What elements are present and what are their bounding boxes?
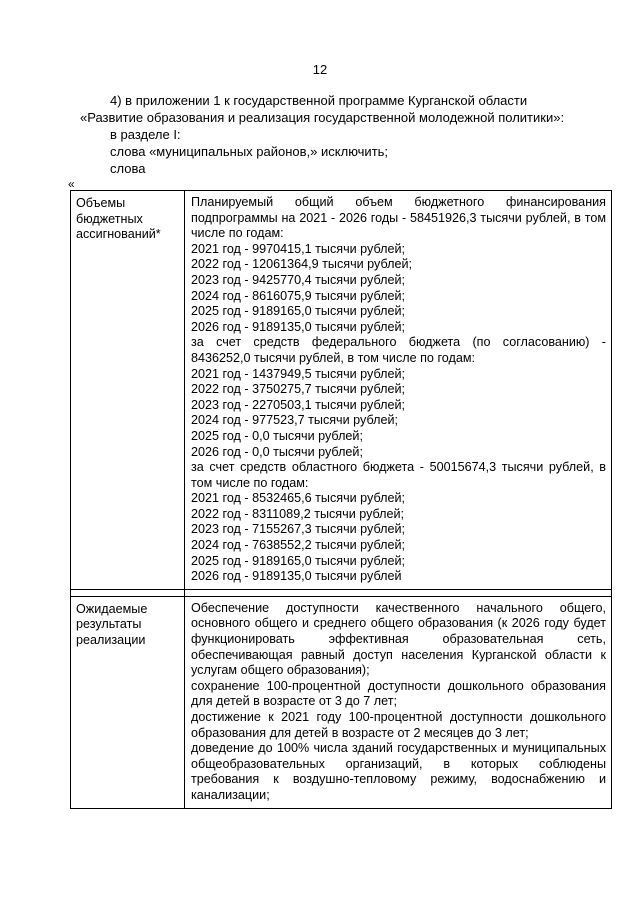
regional-budget-intro: за счет средств областного бюджета - 50015674,3 тысячи рублей, в том числе по годам: (191, 460, 606, 490)
result-item: Обеспечение доступности качественного начального общего, основного общего и среднего общего образования (к 2026 году будет функционировать эффективная образовательная сеть, обеспечивающая равный доступ населения Курганской области к услугам общего образования); (191, 600, 606, 678)
federal-year-2021: 2021 год - 1437949,5 тысячи рублей; (191, 366, 405, 381)
spacer-cell-right (185, 589, 612, 596)
total-year-2025: 2025 год - 9189165,0 тысячи рублей; (191, 304, 405, 319)
intro-line-5: слова (110, 161, 146, 176)
intro-line-1: 4) в приложении 1 к государственной программе Курганской области (110, 93, 528, 108)
passport-table (70, 190, 612, 809)
results-label: Ожидаемые результаты реализации (71, 596, 185, 808)
regional-year-2021: 2021 год - 8532465,6 тысячи рублей; (191, 491, 405, 506)
federal-year-2023: 2023 год - 2270503,1 тысячи рублей; (191, 397, 405, 412)
federal-year-2026: 2026 год - 0,0 тысячи рублей; (191, 444, 363, 459)
results-content (185, 596, 612, 808)
results-row (71, 596, 612, 808)
total-year-2026: 2026 год - 9189135,0 тысячи рублей; (191, 319, 405, 334)
page-number: 12 (312, 62, 328, 77)
opening-quote-mark: « (68, 177, 75, 191)
total-year-2021: 2021 год - 9970415,1 тысячи рублей; (191, 241, 405, 256)
intro-line-4: слова «муниципальных районов,» исключить; (110, 144, 389, 159)
total-year-2023: 2023 год - 9425770,4 тысячи рублей; (191, 272, 405, 287)
total-year-2022: 2022 год - 12061364,9 тысячи рублей; (191, 257, 412, 272)
intro-line-3: в разделе I: (110, 127, 181, 142)
spacer-row (71, 589, 612, 596)
federal-year-2022: 2022 год - 3750275,7 тысячи рублей; (191, 382, 405, 397)
total-year-2024: 2024 год - 8616075,9 тысячи рублей; (191, 288, 405, 303)
budget-total-intro: Планируемый общий объем бюджетного финансирования подпрограммы на 2021 - 2026 годы - 58451926,3 тысячи рублей, в том числе по годам: (191, 195, 606, 241)
spacer-cell-left (71, 589, 185, 596)
federal-year-2025: 2025 год - 0,0 тысячи рублей; (191, 428, 363, 443)
result-item: доведение до 100% числа зданий государственных и муниципальных общеобразовательных организаций, в которых соблюдены требования к воздушно-тепловому режиму, водоснабжению и канализации; (191, 741, 606, 802)
budget-row (71, 191, 612, 590)
intro-line-2: «Развитие образования и реализация государственной молодежной политики»: (80, 110, 565, 125)
budget-label: Объемы бюджетных ассигнований* (71, 191, 185, 590)
budget-content (185, 191, 612, 590)
regional-year-2026: 2026 год - 9189135,0 тысячи рублей (191, 569, 402, 584)
regional-year-2023: 2023 год - 7155267,3 тысячи рублей; (191, 522, 405, 537)
regional-year-2022: 2022 год - 8311089,2 тысячи рублей; (191, 506, 405, 521)
result-item: достижение к 2021 году 100-процентной доступности дошкольного образования для детей в возрасте от 2 месяцев до 3 лет; (191, 710, 606, 740)
federal-year-2024: 2024 год - 977523,7 тысячи рублей; (191, 413, 398, 428)
amendment-intro (80, 92, 610, 177)
federal-budget-intro: за счет средств федерального бюджета (по согласованию) - 8436252,0 тысячи рублей, в том числе по годам: (191, 335, 606, 365)
regional-year-2024: 2024 год - 7638552,2 тысячи рублей; (191, 538, 405, 553)
regional-year-2025: 2025 год - 9189165,0 тысячи рублей; (191, 553, 405, 568)
result-item: сохранение 100-процентной доступности дошкольного образования для детей в возрасте от 3 до 7 лет; (191, 678, 606, 709)
